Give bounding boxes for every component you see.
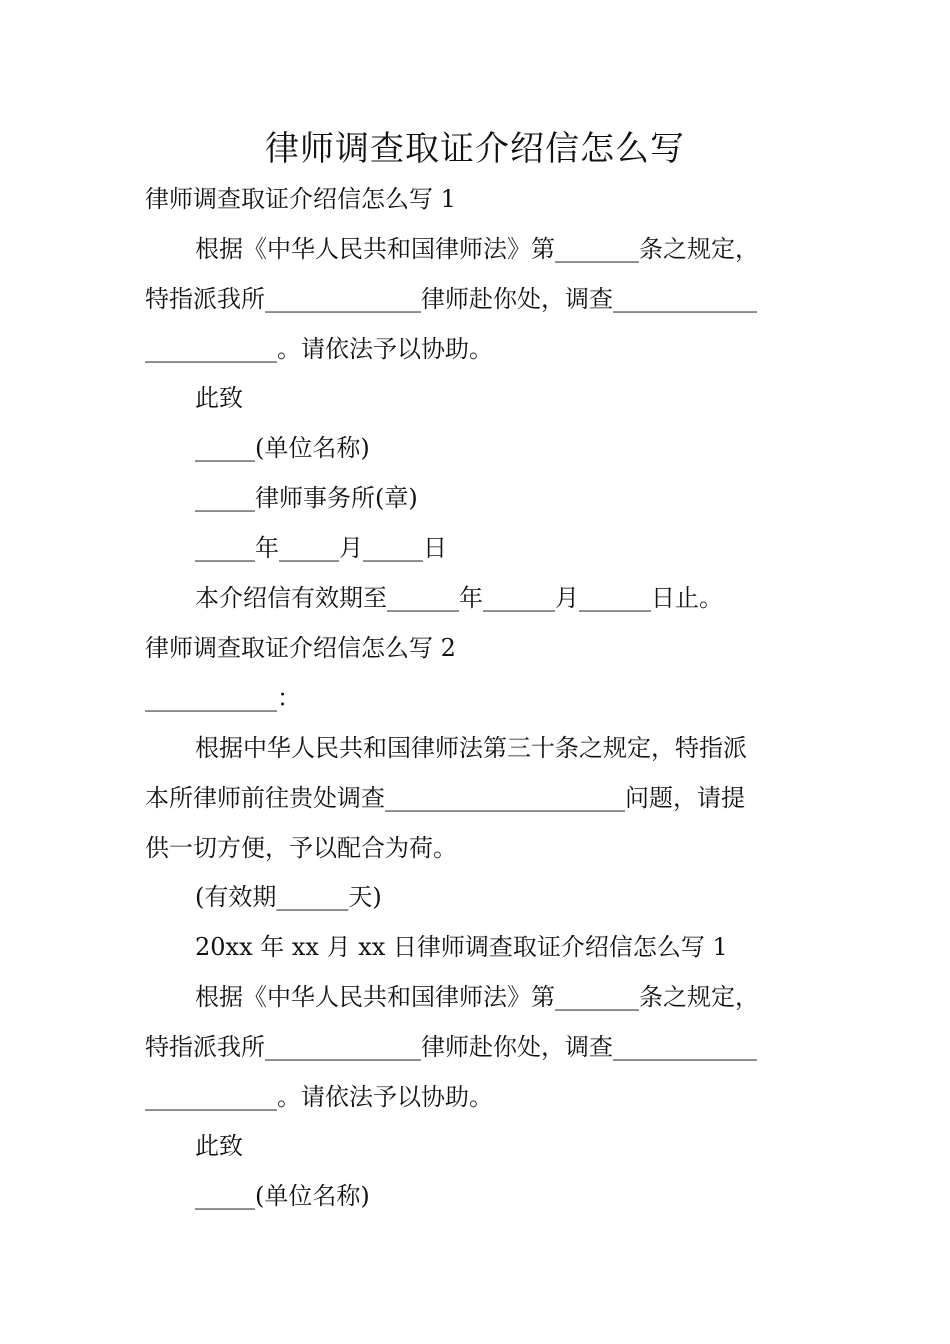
- recipient-unit-line: _____(单位名称): [195, 434, 370, 462]
- section-heading: 20xx 年 xx 月 xx 日律师调查取证介绍信怎么写 1: [195, 933, 728, 961]
- document-title: 律师调查取证介绍信怎么写: [265, 129, 685, 169]
- paragraph-line: 特指派我所_____________律师赴你处，调查____________: [145, 1033, 757, 1061]
- salutation-line: 此致: [195, 1132, 243, 1160]
- validity-line: 本介绍信有效期至______年______月______日止。: [195, 584, 723, 612]
- validity-days-line: (有效期______天): [195, 883, 382, 911]
- section-heading: 律师调查取证介绍信怎么写 2: [145, 634, 456, 662]
- paragraph-line: 供一切方便，予以配合为荷。: [145, 834, 457, 862]
- salutation-line: 此致: [195, 384, 243, 412]
- recipient-blank-line: ___________：: [145, 684, 301, 712]
- section-heading: 律师调查取证介绍信怎么写 1: [145, 185, 456, 213]
- recipient-unit-line: _____(单位名称): [195, 1182, 370, 1210]
- paragraph-line: ___________。请依法予以协助。: [145, 1083, 493, 1111]
- paragraph-line: 特指派我所_____________律师赴你处，调查____________: [145, 285, 757, 313]
- paragraph-line: 本所律师前往贵处调查____________________问题，请提: [145, 784, 745, 812]
- date-line: _____年_____月_____日: [195, 534, 447, 562]
- paragraph-line: 根据中华人民共和国律师法第三十条之规定，特指派: [195, 734, 747, 762]
- paragraph-line: 根据《中华人民共和国律师法》第_______条之规定，: [195, 235, 759, 263]
- paragraph-line: 根据《中华人民共和国律师法》第_______条之规定，: [195, 983, 759, 1011]
- paragraph-line: ___________。请依法予以协助。: [145, 335, 493, 363]
- law-firm-seal-line: _____律师事务所(章): [195, 484, 418, 512]
